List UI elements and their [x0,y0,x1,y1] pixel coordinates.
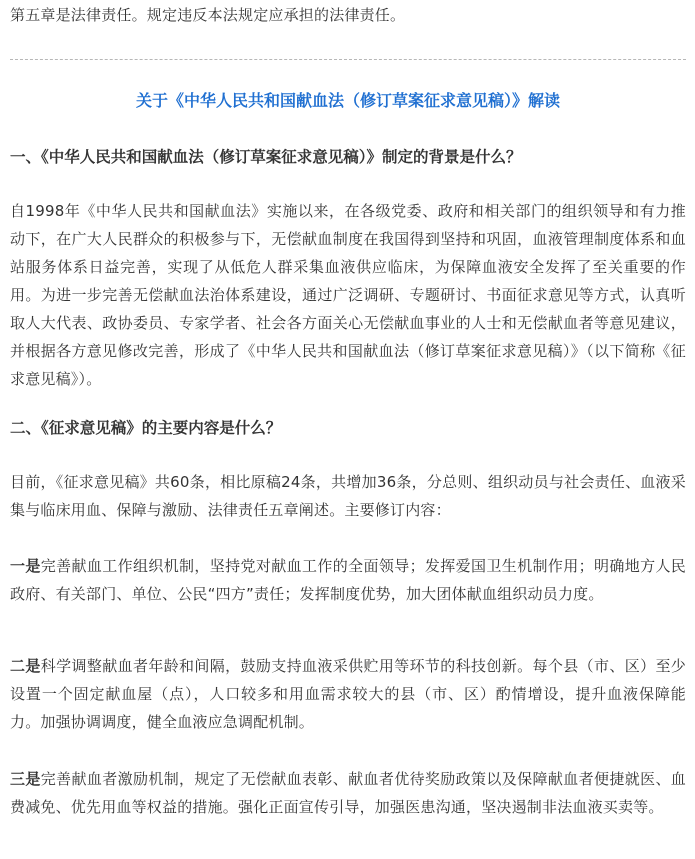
revision-point-three [10,765,686,821]
revision-point-two-lead: 二是 [10,657,41,675]
dashed-divider [10,59,686,60]
revision-point-two-text: 科学调整献血者年龄和间隔，鼓励支持血液采供贮用等环节的科技创新。每个县（市、区）至少设置一个固定献血屋（点），人口较多和用血需求较大的县（市、区）酌情增设，提升血液保障能力。加强协调调度，健全血液应急调配机制。 [10,657,687,731]
revision-point-one-lead: 一是 [10,557,41,575]
section-background-body: 自1998年《中华人民共和国献血法》实施以来，在各级党委、政府和相关部门的组织领导和有力推动下，在广大人民群众的积极参与下，无偿献血制度在我国得到坚持和巩固，血液管理制度体系和血站服务体系日益完善，实现了从低危人群采集血液供应临床，为保障血液安全发挥了至关重要的作用。为进一步完善无偿献血法治体系建设，通过广泛调研、专题研讨、书面征求意见等方式，认真听取人大代表、政协委员、专家学者、社会各方面关心无偿献血事业的人士和无偿献血者等意见建议，并根据各方意见修改完善，形成了《中华人民共和国献血法（修订草案征求意见稿）》（以下简称《征求意见稿》）。 [10,202,686,388]
revision-point-one-text: 完善献血工作组织机制，坚持党对献血工作的全面领导；发挥爱国卫生机制作用；明确地方人民政府、有关部门、单位、公民“四方”责任；发挥制度优势，加大团体献血组织动员力度。 [10,557,687,603]
revision-point-three-text: 完善献血者激励机制，规定了无偿献血表彰、献血者优待奖励政策以及保障献血者便捷就医、血费减免、优先用血等权益的措施。强化正面宣传引导，加强医患沟通，坚决遏制非法血液买卖等。 [10,770,687,816]
revision-point-three-lead: 三是 [10,770,41,788]
article-title: 关于《中华人民共和国献血法（修订草案征求意见稿）》解读 [135,91,560,110]
chapter-five-summary: 第五章是法律责任。规定违反本法规定应承担的法律责任。 [10,6,406,24]
section-main-content-body: 目前，《征求意见稿》共60条，相比原稿24条，共增加36条，分总则、组织动员与社会责任、血液采集与临床用血、保障与激励、法律责任五章阐述。主要修订内容： [10,473,686,519]
section-heading-background: 一、《中华人民共和国献血法（修订草案征求意见稿）》制定的背景是什么？ [10,148,522,166]
revision-point-two [10,652,686,736]
section-heading-main-content: 二、《征求意见稿》的主要内容是什么？ [10,419,282,437]
revision-point-one [10,552,686,608]
